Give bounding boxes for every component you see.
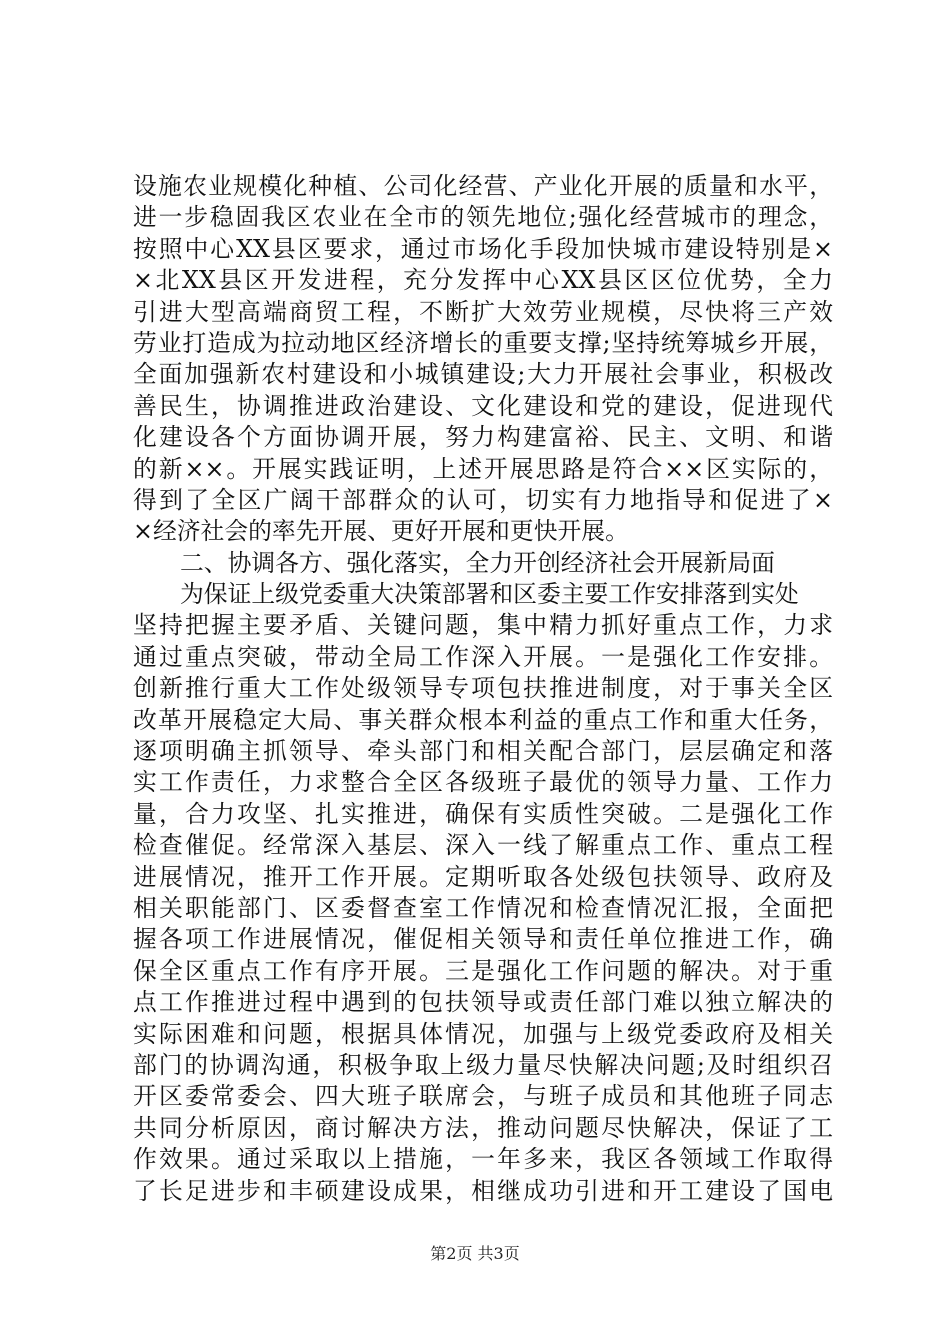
text-line: 实际困难和问题，根据具体情况，加强与上级党委政府及相关 <box>133 1019 833 1048</box>
text-line: 开区委常委会、四大班子联席会，与班子成员和其他班子同志 <box>133 1082 833 1111</box>
text-line: ×经济社会的率先开展、更好开展和更快开展。 <box>133 517 629 546</box>
text-line: 通过重点突破，带动全局工作深入开展。一是强化工作安排。 <box>133 642 833 671</box>
text-line: 改革开展稳定大局、事关群众根本利益的重点工作和重大任务， <box>133 705 833 734</box>
text-line: 作效果。通过采取以上措施，一年多来，我区各领域工作取得 <box>133 1145 833 1174</box>
text-line: 为保证上级党委重大决策部署和区委主要工作安排落到实处 <box>180 580 799 609</box>
text-line: 相关职能部门、区委督查室工作情况和检查情况汇报，全面把 <box>133 893 833 922</box>
text-line: 劳业打造成为拉动地区经济增长的重要支撑;坚持统筹城乡开展， <box>133 328 833 357</box>
text-line: 设施农业规模化种植、公司化经营、产业化开展的质量和水平， <box>133 172 833 200</box>
text-line: 的新××。开展实践证明，上述开展思路是符合××区实际的， <box>133 454 833 483</box>
text-line: 共同分析原因，商讨解决方法，推动问题尽快解决，保证了工 <box>133 1113 833 1142</box>
text-line: 善民生，协调推进政治建设、文化建设和党的建设，促进现代 <box>133 391 833 420</box>
text-line: ×北XX县区开发进程，充分发挥中心XX县区区位优势，全力 <box>133 266 833 295</box>
text-line: 量，合力攻坚、扎实推进，确保有实质性突破。二是强化工作 <box>133 799 833 828</box>
text-line: 逐项明确主抓领导、牵头部门和相关配合部门，层层确定和落 <box>133 737 833 766</box>
text-line: 化建设各个方面协调开展，努力构建富裕、民主、文明、和谐 <box>133 423 833 452</box>
text-line: 部门的协调沟通，积极争取上级力量尽快解决问题;及时组织召 <box>133 1050 833 1079</box>
text-line: 坚持把握主要矛盾、关键问题，集中精力抓好重点工作，力求 <box>133 611 833 640</box>
text-line: 保全区重点工作有序开展。三是强化工作问题的解决。对于重 <box>133 956 833 985</box>
text-line: 了长足进步和丰硕建设成果，相继成功引进和开工建设了国电 <box>133 1176 833 1205</box>
body-text <box>133 171 833 1207</box>
text-line: 创新推行重大工作处级领导专项包扶推进制度，对于事关全区 <box>133 674 833 703</box>
text-line: 点工作推进过程中遇到的包扶领导或责任部门难以独立解决的 <box>133 988 833 1017</box>
text-line: 检查催促。经常深入基层、深入一线了解重点工作、重点工程 <box>133 831 833 860</box>
text-line: 全面加强新农村建设和小城镇建设;大力开展社会事业，积极改 <box>133 360 833 389</box>
text-line: 按照中心XX县区要求，通过市场化手段加快城市建设特别是× <box>133 234 833 263</box>
text-line: 引进大型高端商贸工程，不断扩大效劳业规模，尽快将三产效 <box>133 297 833 326</box>
text-line: 进展情况，推开工作开展。定期听取各处级包扶领导、政府及 <box>133 862 833 891</box>
text-line: 进一步稳固我区农业在全市的领先地位;强化经营城市的理念， <box>133 203 833 232</box>
text-line: 实工作责任，力求整合全区各级班子最优的领导力量、工作力 <box>133 768 833 797</box>
text-line: 得到了全区广阔干部群众的认可，切实有力地指导和促进了× <box>133 485 833 514</box>
page-number: 第2页 共3页 <box>430 1244 520 1263</box>
text-line: 握各项工作进展情况，催促相关领导和责任单位推进工作，确 <box>133 925 833 954</box>
section-heading: 二、协调各方、强化落实，全力开创经济社会开展新局面 <box>180 548 775 577</box>
